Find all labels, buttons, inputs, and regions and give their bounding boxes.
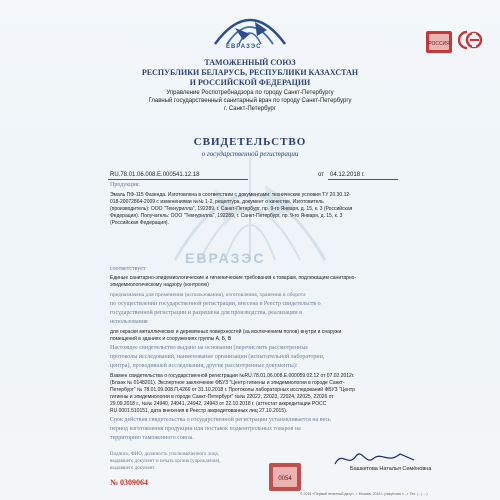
authority-line-1: Управление Роспотребнадзора по городу Санкт-Петербургу [166, 90, 334, 96]
basis-line: 29.09.2018 г., №№ 24940, 24941, 24942, 24943 от 22.10.2018 г. (аттестат аккредитации РОСС [110, 401, 327, 407]
union-line-3: И РОССИЙСКОЙ ФЕДЕРАЦИИ [189, 78, 311, 87]
product-line: 018-20072864-2009 с изменениями №№ 1-2, рецептура, документ о качестве. Изготовитель [110, 199, 324, 205]
validity-heading: территорию таможенного союза. [110, 435, 194, 441]
basis-line: (Бланк № 0148201). Экспертное заключение ФБУЗ "Центр гигиены и эпидемиологии в городе Санкт- [110, 380, 345, 386]
conformity-line: Единые санитарно-эпидемиологические и гигиенические требования к товарам, подлежащим санитарно- [110, 275, 357, 281]
basis-heading: центра), проводившей исследования, другие рассмотренные документы): [110, 363, 298, 369]
serial-number: № 0309064 [110, 478, 149, 487]
product-heading: Продукция: [110, 182, 140, 188]
date-prefix: от [318, 172, 324, 178]
certificate-number: RU.78.01.06.008.Е.000541.12.18 [110, 172, 200, 178]
product-line: (производитель): ООО "Текнурилла", 192289, г. Санкт-Петербург, пр. 9-го Января, д. 15, к. 3 (Российская [110, 206, 353, 212]
watermark-label: ЕВРАЗЭС [185, 250, 266, 266]
hologram-stamp-icon [425, 30, 453, 54]
basis-line: Петербург" № 78.01.09.008.П.4266 от 31.10.2018 г. Протоколы лабораторных исследований ФБУЗ "Центр [110, 387, 355, 393]
product-line: (Российская Федерация). [110, 220, 169, 226]
conformity-mark-icon [458, 28, 482, 52]
basis-heading: протоколы исследований, наименование организации (испытательной лаборатории, [110, 354, 325, 360]
authority-line-3: г. Санкт-Петербург [224, 106, 276, 112]
bottom-stamp-text: 0054 [278, 476, 292, 482]
union-line-2: РЕСПУБЛИКИ БЕЛАРУСЬ, РЕСПУБЛИКИ КАЗАХСТАН [141, 68, 359, 77]
basis-heading: Настоящее свидетельство выдано на основании (перечислить рассмотренные [110, 345, 309, 351]
permitted-heading: по осуществлении государственной регистрации, внесена в Реестр свидетельств о [110, 301, 321, 307]
certificate-title: СВИДЕТЕЛЬСТВО [193, 136, 307, 148]
emblem-label: ЕВРАЗЭС [226, 44, 262, 50]
permitted-heading: государственной регистрации и разрешена для производства, реализации и [110, 310, 303, 316]
basis-line: гигиены и эпидемиологии в городе Санкт-Петербург" №№ 22022, 22023, 22024, 22025, 22026 от [110, 394, 334, 400]
validity-heading: период изготовления продукции или поставок подконтрольных товаров на [110, 426, 301, 432]
authority-line-2: Главный государственный санитарный врач по городу Санкт-Петербургу [148, 98, 352, 104]
product-line: Эмаль ПФ-115 Фазенда. Изготовлена в соответствии с документами: технические условия ТУ 20.30.12- [110, 192, 351, 198]
conformity-line: эпидемиологическому надзору (контролю) [110, 282, 209, 288]
eurasec-emblem-icon [205, 4, 295, 48]
date-underline [328, 179, 398, 180]
signatory-label: Подпись, ФИО, должность уполномоченного лица, [110, 452, 219, 457]
certificate-subtitle: о государственной регистрации [201, 150, 299, 158]
usage-line: для окраски металлических и деревянных поверхностей (за исключением полов) внутри и снаружи [110, 329, 342, 335]
conformity-heading: соответствует [110, 266, 146, 272]
official-stamp-icon [268, 462, 302, 492]
usage-line: помещений в зданиях и сооружениях группы А, Б, В [110, 336, 232, 342]
validity-heading: Срок действия свидетельства о государственной регистрации устанавливается на весь [110, 417, 331, 423]
union-line-1: ТАМОЖЕННЫЙ СОЮЗ [204, 58, 296, 67]
top-stamp-text: РОССИЯ [428, 41, 450, 47]
print-note: © 2018 «Первый печатный двор», г. Москва, 2018 г. (лицензия «...» Тел. (...) ...) [300, 492, 428, 496]
certificate-date: 04.12.2018 г. [330, 172, 365, 178]
signatory-label: выдавшего документ и печать органа (учреждения), [110, 459, 221, 464]
basis-line: Взамен свидетельства о государственной регистрации №RU.78.01.06.008.Е.000059.02.12 от 07.02.2012г. [110, 373, 355, 379]
signatory-label: выдавшего документ [110, 466, 155, 471]
product-line: Федерация). Получатель: ООО "Текнурилла", 192289, г. Санкт-Петербург, пр. 9-го Января, д. 15, к. 3 [110, 213, 343, 219]
basis-line: RU.0001.510151, дата внесения в Реестр аккредитованных лиц 27.10.2015). [110, 408, 288, 414]
signatory-name: Башкетова Наталья Семёновна [350, 466, 432, 472]
permitted-heading: предназначена для применения (использования), изготовления, хранения и оборота [110, 292, 306, 298]
permitted-heading: использования [110, 319, 148, 325]
number-underline [108, 179, 248, 180]
